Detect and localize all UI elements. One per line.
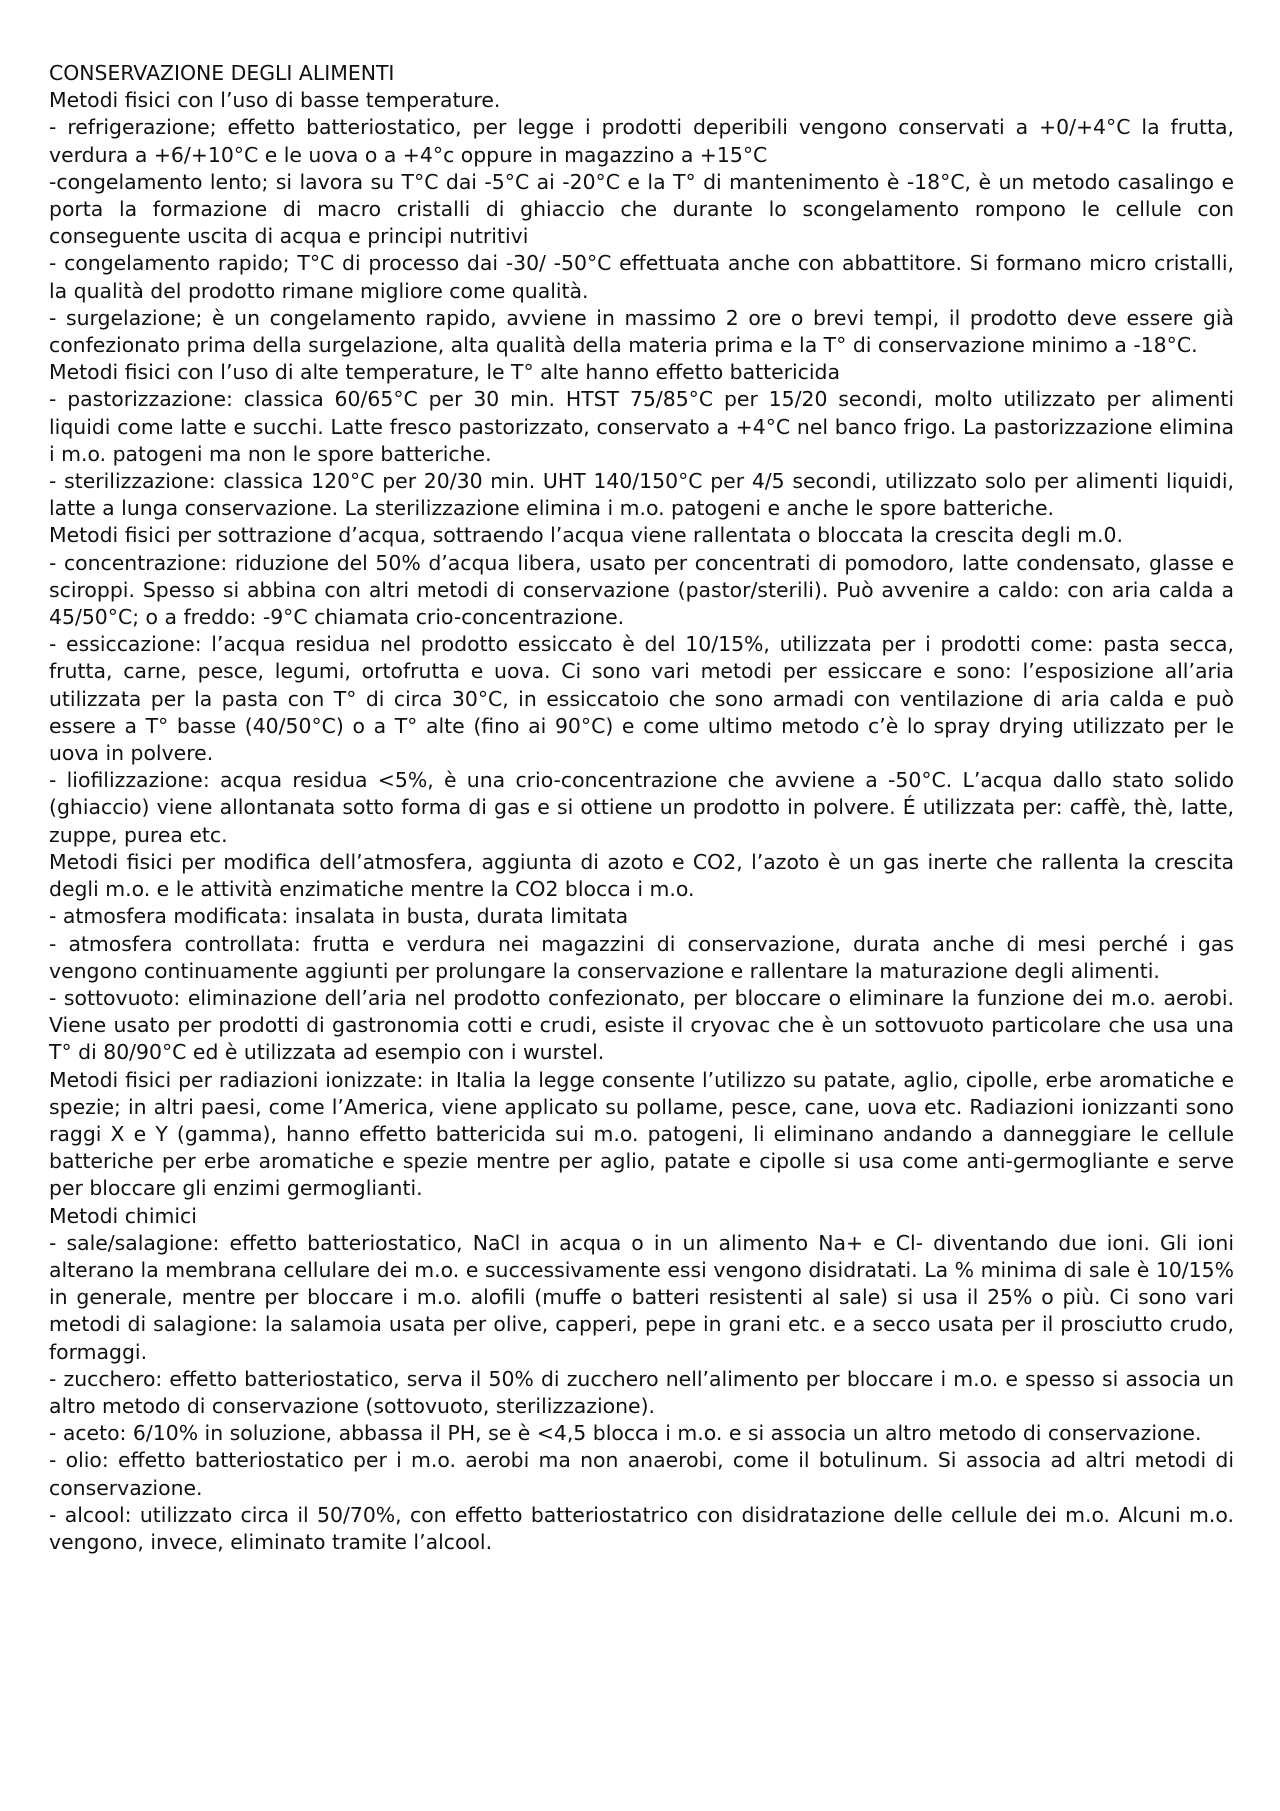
document-title: CONSERVAZIONE DEGLI ALIMENTI	[49, 61, 395, 85]
paragraph-alcool: - alcool: utilizzato circa il 50/70%, con effetto batteriostatrico con disidratazione delle cellule dei m.o. Alcuni m.o. vengono, invece, eliminato tramite l’alcool.	[49, 1502, 1234, 1554]
paragraph-olio: - olio: effetto batteriostatico per i m.o. aerobi ma non anaerobi, come il botulinum. Si associa ad altri metodi di conservazione.	[49, 1448, 1234, 1500]
paragraph-sale-salagione: - sale/salagione: effetto batteriostatico, NaCl in acqua o in un alimento Na+ e Cl- diventando due ioni. Gli ioni alterano la membrana cellulare dei m.o. e successivamente essi vengono disidratati. La % minima di sale è 10/15% in generale, mentre per bloccare i m.o. alofili (muffe o batteri resistenti al sale) si usa il 25% o più. Ci sono vari metodi di salagione: la salamoia usata per olive, capperi, pepe in grani etc. e a secco usata per il prosciutto crudo, formaggi.	[49, 1230, 1234, 1364]
paragraph-surgelazione: - surgelazione; è un congelamento rapido, avviene in massimo 2 ore o brevi tempi, il prodotto deve essere già confezionato prima della surgelazione, alta qualità della materia prima e la T° di conservazione minimo a -18°C.	[49, 305, 1234, 358]
paragraph-essiccazione: - essiccazione: l’acqua residua nel prodotto essiccato è del 10/15%, utilizzata per i prodotti come: pasta secca, frutta, carne, pesce, legumi, ortofrutta e uova. Ci sono vari metodi per essiccare e sono: l’esposizione all’aria utilizzata per la pasta con T° di circa 30°C, in essiccatoio che sono armadi con ventilazione di aria calda e può essere a T° basse (40/50°C) o a T° alte (fino ai 90°C) e come ultimo metodo c’è lo spray drying utilizzato per le uova in polvere.	[49, 632, 1234, 766]
paragraph-atmosfera-modificata: - atmosfera modificata: insalata in busta, durata limitata	[49, 904, 629, 929]
paragraph-sterilizzazione: - sterilizzazione: classica 120°C per 20/30 min. UHT 140/150°C per 4/5 secondi, utilizzato solo per alimenti liquidi, latte a lunga conservazione. La sterilizzazione elimina i m.o. patogeni e anche le spore batteriche.	[49, 469, 1234, 521]
paragraph-concentrazione: - concentrazione: riduzione del 50% d’acqua libera, usato per concentrati di pomodoro, latte condensato, glasse e sciroppi. Spesso si abbina con altri metodi di conservazione (pastor/sterili). Può avvenire a caldo: con aria calda a 45/50°C; o a freddo: -9°C chiamata crio-concentrazione.	[49, 550, 1234, 630]
paragraph-congelamento-rapido: - congelamento rapido; T°C di processo dai -30/ -50°C effettuata anche con abbattitore. Si formano micro cristalli, la qualità del prodotto rimane migliore come qualità.	[49, 251, 1234, 303]
paragraph-pastorizzazione: - pastorizzazione: classica 60/65°C per 30 min. HTST 75/85°C per 15/20 secondi, molto utilizzato per alimenti liquidi come latte e succhi. Latte fresco pastorizzato, conservato a +4°C nel banco frigo. La pastorizzazione elimina i m.o. patogeni ma non le spore batteriche.	[49, 387, 1234, 466]
paragraph-congelamento-lento: -congelamento lento; si lavora su T°C dai -5°C ai -20°C e la T° di mantenimento è -18°C, è un metodo casalingo e porta la formazione di macro cristalli di ghiaccio che durante lo scongelamento rompono le cellule con conseguente uscita di acqua e principi nutritivi	[49, 169, 1234, 249]
document-page	[49, 60, 1234, 1556]
section-heading-chemical-methods: Metodi chimici	[49, 1203, 197, 1228]
paragraph-radiazioni-ionizzate: Metodi fisici per radiazioni ionizzate: in Italia la legge consente l’utilizzo su patate, aglio, cipolle, erbe aromatiche e spezie; in altri paesi, come l’America, viene applicato su pollame, pesce, cane, uova etc. Radiazioni ionizzanti sono raggi X e Y (gamma), hanno effetto battericida sui m.o. patogeni, li eliminano andando a danneggiare le cellule batteriche per erbe aromatiche e spezie mentre per aglio, patate e cipolle si usa come anti-germogliante e serve per bloccare gli enzimi germoglianti.	[49, 1067, 1234, 1201]
section-heading-low-temperatures: Metodi fisici con l’uso di basse temperature.	[49, 88, 501, 113]
section-heading-high-temperatures: Metodi fisici con l’uso di alte temperature, le T° alte hanno effetto battericida	[49, 360, 840, 385]
paragraph-refrigerazione: - refrigerazione; effetto batteriostatico, per legge i prodotti deperibili vengono conservati a +0/+4°C la frutta, verdura a +6/+10°C e le uova o a +4°c oppure in magazzino a +15°C	[49, 115, 1234, 167]
paragraph-sottovuoto: - sottovuoto: eliminazione dell’aria nel prodotto confezionato, per bloccare o eliminare la funzione dei m.o. aerobi. Viene usato per prodotti di gastronomia cotti e crudi, esiste il cryovac che è un sottovuoto particolare che usa una T° di 80/90°C ed è utilizzata ad esempio con i wurstel.	[49, 985, 1234, 1065]
paragraph-zucchero: - zucchero: effetto batteriostatico, serva il 50% di zucchero nell’alimento per bloccare i m.o. e spesso si associa un altro metodo di conservazione (sottovuoto, sterilizzazione).	[49, 1366, 1234, 1418]
paragraph-liofilizzazione: - liofilizzazione: acqua residua <5%, è una crio-concentrazione che avviene a -50°C. L’acqua dallo stato solido (ghiaccio) viene allontanata sotto forma di gas e si ottiene un prodotto in polvere. É utilizzata per: caffè, thè, latte, zuppe, purea etc.	[49, 768, 1234, 847]
section-heading-atmosphere: Metodi fisici per modifica dell’atmosfera, aggiunta di azoto e CO2, l’azoto è un gas inerte che rallenta la crescita degli m.o. e le attività enzimatiche mentre la CO2 blocca i m.o.	[49, 849, 1234, 902]
paragraph-atmosfera-controllata: - atmosfera controllata: frutta e verdura nei magazzini di conservazione, durata anche di mesi perché i gas vengono continuamente aggiunti per prolungare la conservazione e rallentare la maturazione degli alimenti.	[49, 931, 1234, 983]
paragraph-aceto: - aceto: 6/10% in soluzione, abbassa il PH, se è <4,5 blocca i m.o. e si associa un altro metodo di conservazione.	[49, 1421, 1202, 1446]
section-heading-water-removal: Metodi fisici per sottrazione d’acqua, sottraendo l’acqua viene rallentata o bloccata la crescita degli m.0.	[49, 523, 1123, 548]
